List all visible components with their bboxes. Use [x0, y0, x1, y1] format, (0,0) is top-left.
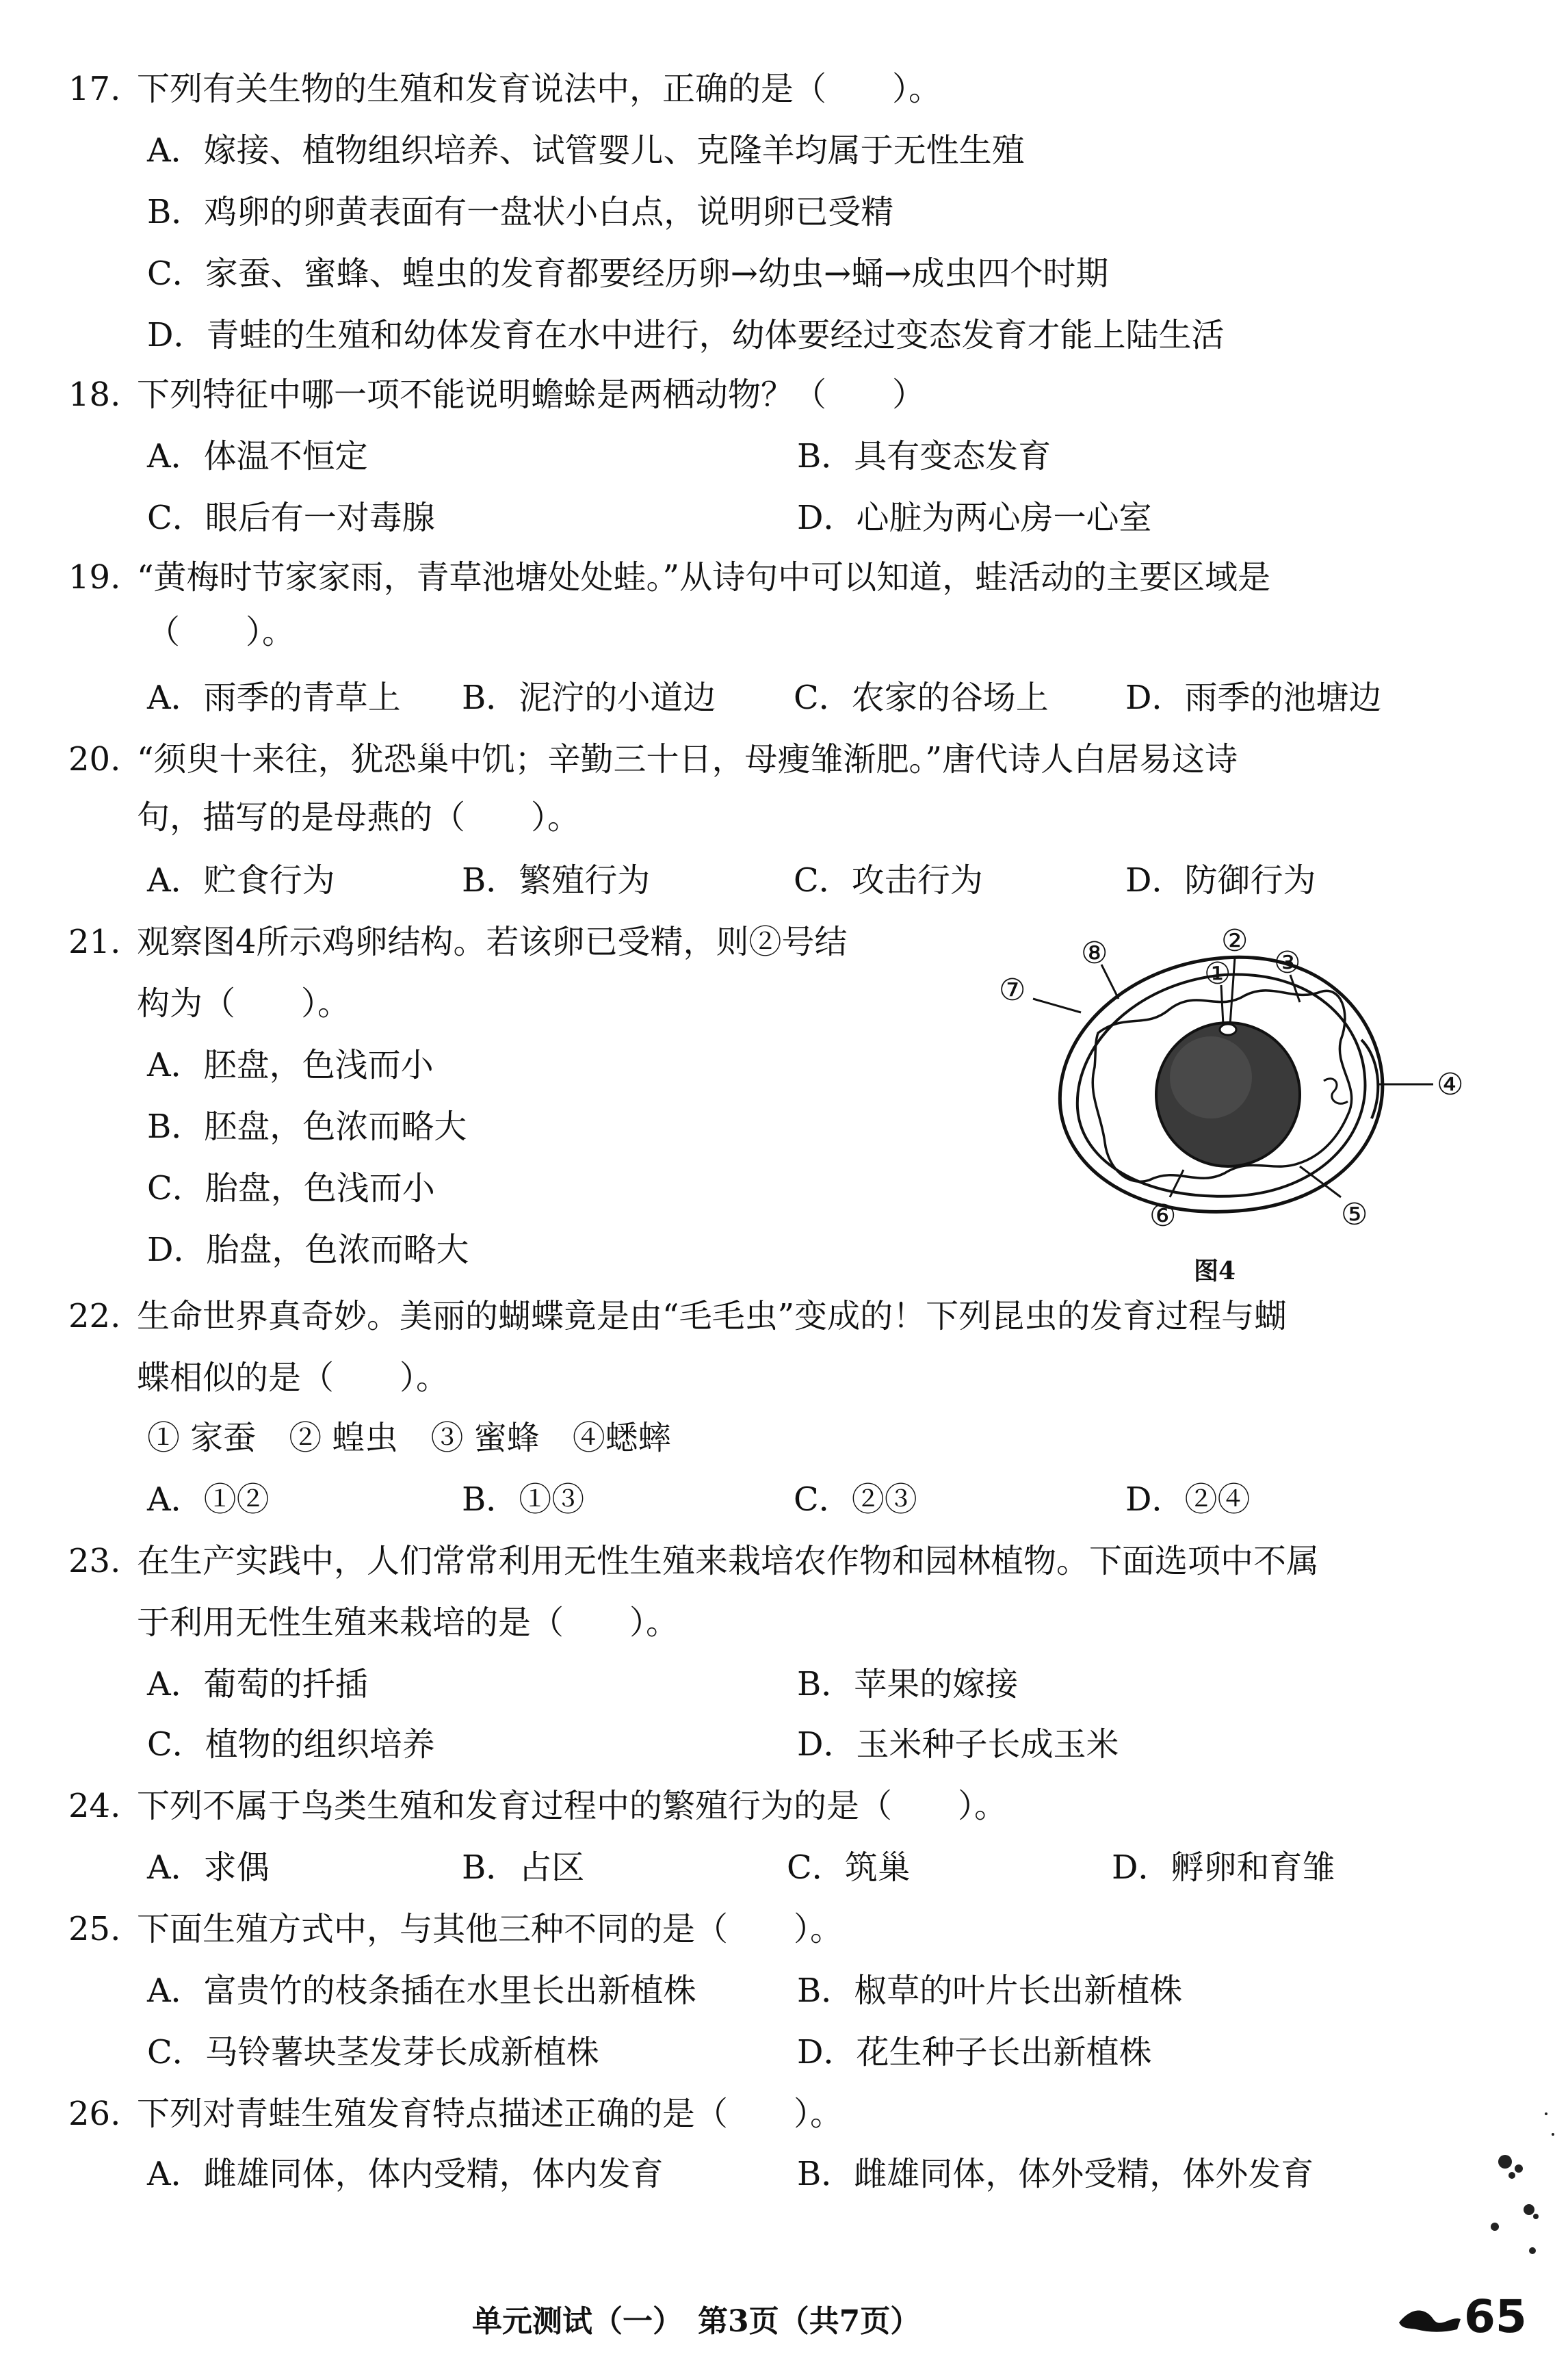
label-1-marker: ① [1204, 956, 1231, 991]
q22-items: ① 家蚕 ② 蝗虫 ③ 蜜蜂 ④蟋蟀 [147, 1419, 671, 1457]
label-7-marker: ⑦ [999, 973, 1026, 1008]
q23-option-c: C．植物的组织培养 [147, 1725, 435, 1764]
q20-option-b: B．繁殖行为 [462, 861, 651, 900]
q22-stem-line1: 生命世界真奇妙。美丽的蝴蝶竟是由“毛毛虫”变成的！下列昆虫的发育过程与蝴 [137, 1297, 1288, 1335]
q26-option-a: A．雌雄同体，体内受精，体内发育 [147, 2155, 664, 2193]
q23-option-d: D．玉米种子长成玉米 [797, 1725, 1119, 1764]
label-6-marker: ⑥ [1149, 1199, 1177, 1233]
q21-stem-line1: 观察图4所示鸡卵结构。若该卵已受精，则②号结 [137, 923, 848, 961]
q24-option-a: A．求偶 [147, 1848, 270, 1887]
q17-number: 17. [68, 70, 121, 108]
q20-option-d: D．防御行为 [1125, 861, 1316, 900]
page-footer: 单元测试（一） 第3页（共7页） [472, 2304, 921, 2339]
egg-chalaza [1324, 1079, 1348, 1104]
q19-stem-line2: （ ）。 [147, 613, 296, 651]
q18-stem: 下列特征中哪一项不能说明蟾蜍是两栖动物？（ ） [137, 376, 926, 414]
q24-option-c: C．筑巢 [787, 1848, 911, 1887]
page-number-ornament [1396, 2295, 1464, 2336]
q22-option-c: C．②③ [794, 1480, 917, 1519]
q23-option-b: B．苹果的嫁接 [797, 1665, 1019, 1703]
q23-number: 23. [68, 1542, 121, 1580]
q18-option-c: C．眼后有一对毒腺 [147, 499, 435, 537]
q19-option-d: D．雨季的池塘边 [1125, 679, 1382, 717]
q18-option-d: D．心脏为两心房一心室 [797, 499, 1152, 537]
q22-option-d: D．②④ [1125, 1480, 1251, 1519]
q20-stem-line1: “须臾十来往，犹恐巢中饥；辛勤三十日，母瘦雏渐肥。”唐代诗人白居易这诗 [137, 740, 1238, 778]
page-number: 65 [1464, 2290, 1527, 2343]
q22-option-a: A．①② [147, 1480, 270, 1519]
q25-stem: 下面生殖方式中，与其他三种不同的是（ ）。 [137, 1910, 844, 1948]
q18-number: 18. [68, 376, 121, 414]
q19-option-c: C．农家的谷场上 [794, 679, 1049, 717]
q23-stem-line2: 于利用无性生殖来栽培的是（ ）。 [137, 1604, 679, 1642]
q21-stem-line2: 构为（ ）。 [137, 984, 351, 1023]
label-4-marker: ④ [1437, 1067, 1464, 1102]
q21-option-a: A．胚盘，色浅而小 [147, 1046, 434, 1084]
q17-option-d: D．青蛙的生殖和幼体发育在水中进行，幼体要经过变态发育才能上陆生活 [147, 316, 1225, 354]
q18-option-b: B．具有变态发育 [797, 437, 1051, 475]
q21-option-d: D．胎盘，色浓而略大 [147, 1231, 469, 1269]
q21-option-b: B．胚盘，色浓而略大 [147, 1108, 467, 1146]
q25-option-c: C．马铃薯块茎发芽长成新植株 [147, 2033, 599, 2071]
q19-number: 19. [68, 558, 121, 597]
q17-option-c: C．家蚕、蜜蜂、蝗虫的发育都要经历卵→幼虫→蛹→成虫四个时期 [147, 254, 1109, 293]
q20-option-a: A．贮食行为 [147, 861, 335, 900]
egg-structure-figure [978, 910, 1471, 1293]
q21-option-c: C．胎盘，色浅而小 [147, 1169, 435, 1207]
q17-option-a: A．嫁接、植物组织培养、试管婴儿、克隆羊均属于无性生殖 [147, 131, 1025, 170]
q23-stem-line1: 在生产实践中，人们常常利用无性生殖来栽培农作物和园林植物。下面选项中不属 [137, 1542, 1320, 1580]
q19-option-b: B．泥泞的小道边 [462, 679, 716, 717]
q24-stem: 下列不属于鸟类生殖和发育过程中的繁殖行为的是（ ）。 [137, 1787, 1008, 1825]
q24-option-b: B．占区 [462, 1848, 585, 1887]
label-2-marker: ② [1221, 924, 1249, 958]
q25-option-d: D．花生种子长出新植株 [797, 2033, 1152, 2071]
q23-option-a: A．葡萄的扦插 [147, 1665, 368, 1703]
q25-option-a: A．富贵竹的枝条插在水里长出新植株 [147, 1972, 696, 2010]
label-8-marker: ⑧ [1081, 936, 1108, 971]
q22-number: 22. [68, 1297, 121, 1335]
q21-number: 21. [68, 923, 121, 961]
label-3-marker: ③ [1274, 945, 1301, 980]
q24-number: 24. [68, 1787, 121, 1825]
egg-germinal-disc [1220, 1024, 1236, 1035]
q26-stem: 下列对青蛙生殖发育特点描述正确的是（ ）。 [137, 2095, 844, 2133]
q18-option-a: A．体温不恒定 [147, 437, 368, 475]
q20-stem-line2: 句，描写的是母燕的（ ）。 [137, 798, 581, 837]
q17-option-b: B．鸡卵的卵黄表面有一盘状小白点，说明卵已受精 [147, 193, 894, 231]
q19-stem-line1: “黄梅时节家家雨，青草池塘处处蛙。”从诗句中可以知道，蛙活动的主要区域是 [137, 558, 1271, 597]
q25-option-b: B．椒草的叶片长出新植株 [797, 1972, 1183, 2010]
q22-stem-line2: 蝶相似的是（ ）。 [137, 1359, 449, 1397]
q19-option-a: A．雨季的青草上 [147, 679, 401, 717]
corner-decoration [1464, 2086, 1568, 2292]
q26-option-b: B．雌雄同体，体外受精，体外发育 [797, 2155, 1314, 2193]
q26-number: 26. [68, 2095, 121, 2133]
label-5-marker: ⑤ [1341, 1197, 1368, 1232]
q22-option-b: B．①③ [462, 1480, 585, 1519]
figure-caption: 图4 [1194, 1257, 1236, 1285]
q20-number: 20. [68, 740, 121, 778]
q25-number: 25. [68, 1910, 121, 1948]
q17-stem: 下列有关生物的生殖和发育说法中，正确的是（ ）。 [137, 70, 942, 108]
q20-option-c: C．攻击行为 [794, 861, 983, 900]
q24-option-d: D．孵卵和育雏 [1112, 1848, 1335, 1887]
